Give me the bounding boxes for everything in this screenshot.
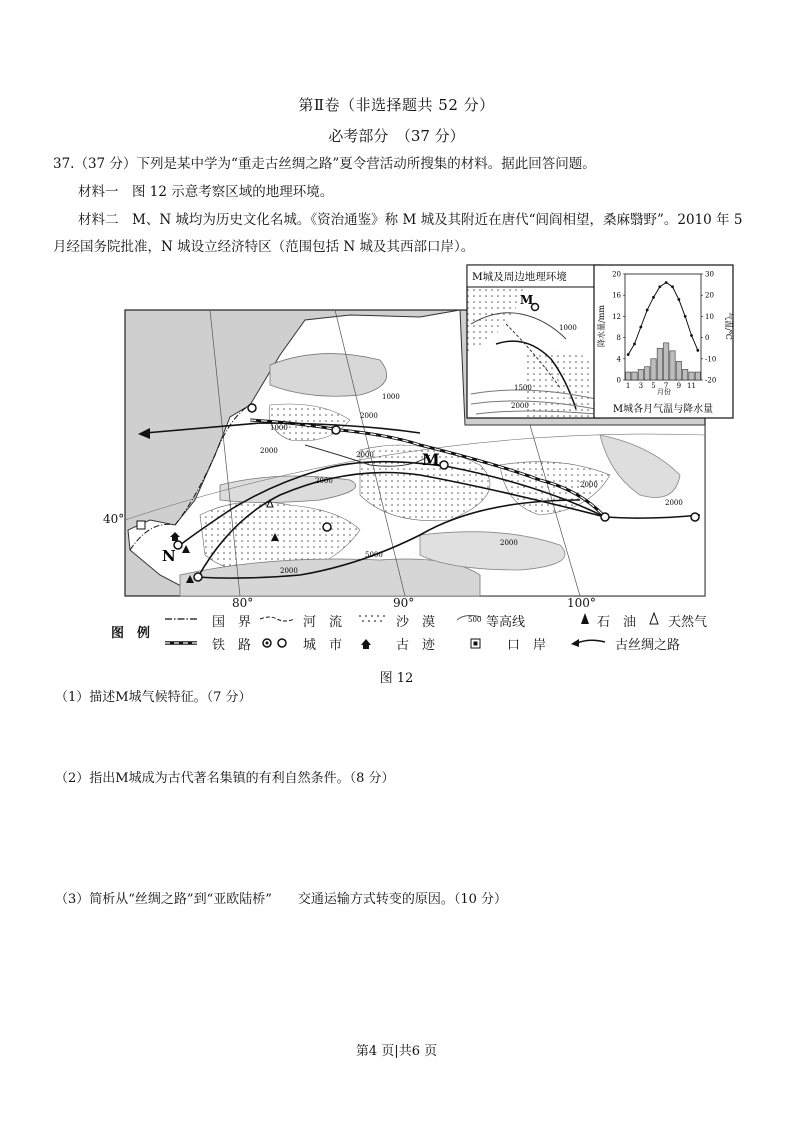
silk-road-arrow-icon xyxy=(577,640,605,643)
temperature-point xyxy=(671,285,674,288)
question-intro: 37.（37 分）下列是某中学为“重走古丝绸之路”夏令营活动所搜集的材料。据此回答问题。 xyxy=(53,156,596,172)
legend-label: 石 油 xyxy=(597,615,637,630)
precip-bar xyxy=(626,372,631,380)
figure-caption: 图 12 xyxy=(379,671,414,686)
chart-xlabel: 月份 xyxy=(657,388,671,396)
contour-label: 1000 xyxy=(270,424,288,432)
y2-tick-label: 0 xyxy=(705,334,710,343)
oil-icon xyxy=(581,613,589,624)
question-3: （3）简析从“丝绸之路”到“亚欧陆桥” 交通运输方式转变的原因。（10 分） xyxy=(55,892,508,907)
legend-label: 国 界 xyxy=(212,615,252,630)
chart-y2label: 气温/℃ xyxy=(724,312,733,340)
temperature-point xyxy=(646,309,649,312)
y-tick-label: 12 xyxy=(612,312,621,321)
y2-tick-label: 20 xyxy=(705,291,714,300)
temperature-point xyxy=(658,285,661,288)
city-icon xyxy=(248,404,256,412)
city-m-icon xyxy=(440,461,448,469)
heritage-icon xyxy=(361,639,371,649)
inset-city-label: M xyxy=(520,293,534,307)
y-tick-label: 16 xyxy=(612,291,621,300)
longitude-90-label: 90° xyxy=(393,596,415,610)
city-icon xyxy=(323,523,331,531)
precip-bar xyxy=(670,351,675,380)
legend-label: 沙 漠 xyxy=(396,615,436,630)
city-icon xyxy=(601,513,609,521)
river-line-icon xyxy=(260,617,295,621)
precip-bar xyxy=(651,359,656,380)
legend-title: 图 例 xyxy=(111,626,151,641)
legend-label: 古丝绸之路 xyxy=(615,638,681,653)
question-1: （1）描述M城气候特征。（7 分） xyxy=(55,690,252,705)
section-title: 第Ⅱ卷（非选择题共 52 分） xyxy=(298,96,495,114)
city-m-label: M xyxy=(422,450,440,469)
question-2: （2）指出M城成为古代著名集镇的有利自然条件。（8 分） xyxy=(55,771,395,786)
city-icon xyxy=(332,426,340,434)
desert-dots-icon xyxy=(359,615,385,622)
contour-label: 5000 xyxy=(365,551,383,559)
x-tick-label: 9 xyxy=(676,382,682,390)
x-tick-label: 3 xyxy=(638,382,644,390)
legend-label: 城 市 xyxy=(303,638,343,653)
material-2-line-2: 月经国务院批准，N 城设立经济特区（范围包括 N 城及其西部口岸）。 xyxy=(53,239,475,255)
longitude-80-label: 80° xyxy=(232,596,254,610)
temperature-point xyxy=(690,334,693,337)
x-tick-label: 11 xyxy=(687,382,696,390)
temperature-point xyxy=(677,298,680,301)
temperature-point xyxy=(665,281,668,284)
temperature-point xyxy=(633,343,636,346)
longitude-100-label: 100° xyxy=(567,596,596,610)
y-tick-label: 8 xyxy=(616,334,621,343)
contour-label: 2000 xyxy=(500,539,518,547)
precip-bar xyxy=(638,369,643,380)
temperature-point xyxy=(684,315,687,318)
precip-bar xyxy=(683,369,688,380)
contour-label: 2000 xyxy=(280,567,298,575)
page-number: 第4 页|共6 页 xyxy=(355,1044,438,1059)
contour-label: 2000 xyxy=(511,402,529,410)
contour-label: 1500 xyxy=(514,384,532,392)
legend-label: 古 迹 xyxy=(396,638,436,653)
contour-label: 2000 xyxy=(580,481,598,489)
inset-map xyxy=(466,264,601,419)
temperature-point xyxy=(696,349,699,352)
temperature-point xyxy=(639,326,642,329)
y2-tick-label: 30 xyxy=(705,270,714,279)
inset-map-title: M城及周边地理环境 xyxy=(472,271,567,283)
y-tick-label: 20 xyxy=(612,270,621,279)
precip-bar xyxy=(645,367,650,380)
city-n-label: N xyxy=(162,547,176,565)
temperature-point xyxy=(627,353,630,356)
city-icon xyxy=(194,573,202,581)
precip-bar xyxy=(689,372,694,380)
latitude-40-label: 40° xyxy=(103,512,125,526)
legend-label: 等高线 xyxy=(486,615,526,630)
contour-label: 2000 xyxy=(360,412,378,420)
legend-label: 天然气 xyxy=(668,615,708,630)
legend-label: 铁 路 xyxy=(212,638,252,653)
precip-bar xyxy=(632,372,637,380)
y-tick-label: 0 xyxy=(616,376,621,385)
precip-bar xyxy=(657,348,662,380)
contour-label: 2000 xyxy=(356,451,374,459)
city-icon xyxy=(278,639,286,647)
y2-tick-label: -20 xyxy=(705,376,717,385)
x-tick-label: 1 xyxy=(625,382,631,390)
climate-chart xyxy=(593,264,734,419)
y2-tick-label: -10 xyxy=(705,355,717,364)
precip-bar xyxy=(695,372,700,380)
contour-label: 2000 xyxy=(315,477,333,485)
legend-label: 口 岸 xyxy=(507,638,547,653)
precip-bar xyxy=(676,361,681,380)
material-1: 材料一 图 12 示意考察区域的地理环境。 xyxy=(78,184,334,200)
y2-tick-label: 10 xyxy=(705,312,714,321)
contour-label: 2000 xyxy=(260,447,278,455)
x-tick-label: 5 xyxy=(651,382,656,390)
temperature-point xyxy=(652,296,655,299)
city-icon xyxy=(691,513,699,521)
contour-label: 1000 xyxy=(559,324,577,332)
x-tick-label: 7 xyxy=(663,382,669,390)
legend-label: 河 流 xyxy=(303,615,343,630)
contour-label: 2000 xyxy=(665,499,683,507)
contour-label: 1000 xyxy=(382,393,400,401)
precip-bar xyxy=(664,343,669,380)
section-subtitle: 必考部分 （37 分） xyxy=(328,127,465,145)
port-icon xyxy=(137,521,145,529)
chart-ylabel: 降水量/mm xyxy=(597,305,606,347)
contour-sample-label: 500 xyxy=(468,616,482,624)
y-tick-label: 4 xyxy=(616,355,621,364)
material-2-line-1: 材料二 M、N 城均为历史文化名城。《资治通鉴》称 M 城及其附近在唐代“闾阎相望，桑麻翳野”。2010 年 5 xyxy=(78,212,743,228)
chart-title: M城各月气温与降水量 xyxy=(612,404,714,415)
gas-icon xyxy=(650,613,658,624)
